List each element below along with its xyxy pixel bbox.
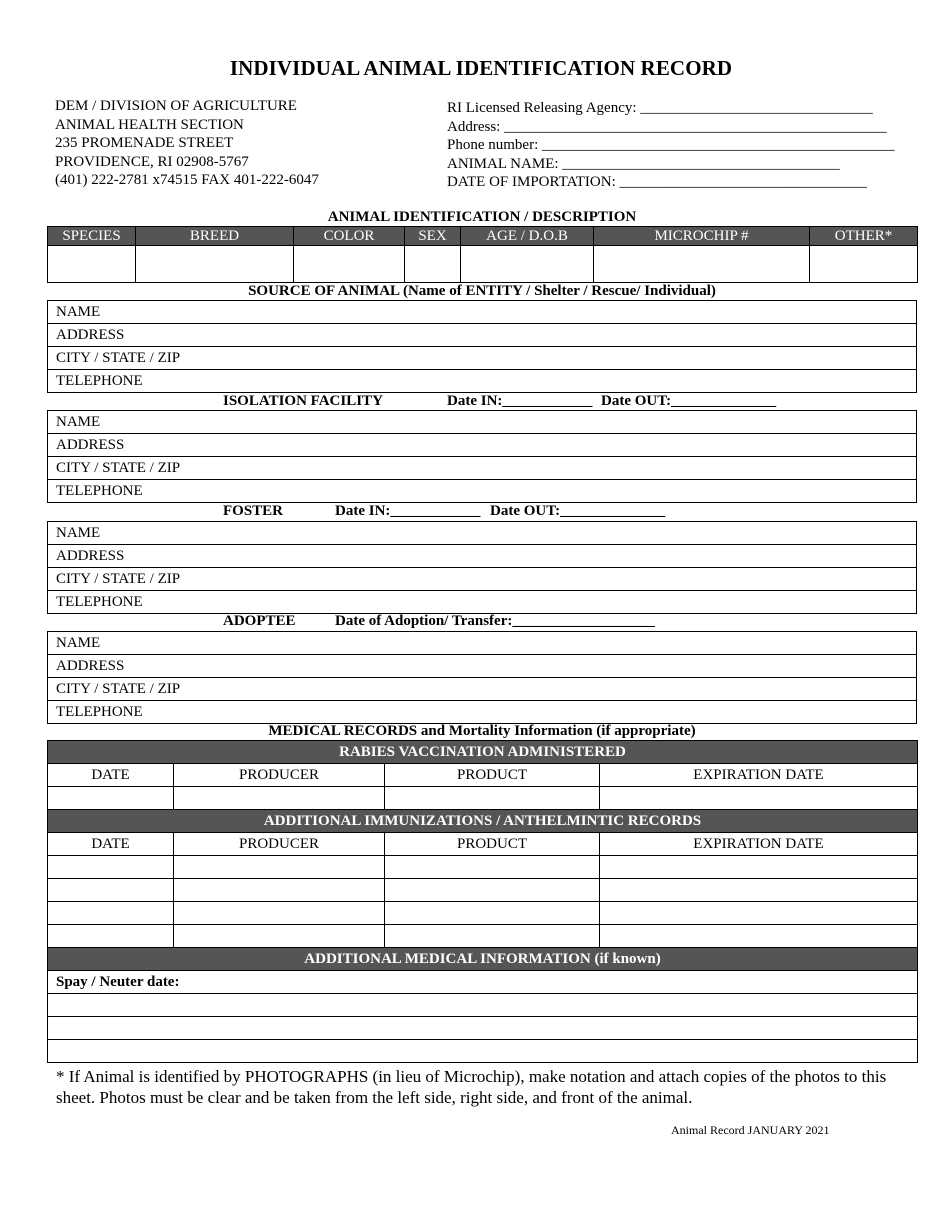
foster-title: FOSTER: [223, 503, 284, 519]
adoption-date-field[interactable]: Date of Adoption/ Transfer:___________________: [335, 613, 655, 629]
col-age-dob: AGE / D.O.B: [461, 227, 594, 246]
releasing-phone-field[interactable]: Phone number: _______________________________________________: [447, 137, 895, 154]
species-input[interactable]: [48, 246, 136, 283]
rabies-date-cell[interactable]: [48, 787, 174, 810]
identification-table: [47, 226, 918, 283]
immun-producer-cell[interactable]: [174, 856, 385, 879]
importation-date-field[interactable]: DATE OF IMPORTATION: _________________________________: [447, 174, 867, 191]
immun-expiration-cell[interactable]: [600, 879, 918, 902]
col-species: SPECIES: [48, 227, 136, 246]
other-input[interactable]: [810, 246, 918, 283]
agency-line: ANIMAL HEALTH SECTION: [55, 116, 244, 133]
spay-neuter-field[interactable]: Spay / Neuter date:: [48, 971, 918, 994]
sex-input[interactable]: [405, 246, 461, 283]
table-row: [48, 925, 918, 948]
source-title: SOURCE OF ANIMAL (Name of ENTITY / Shelter / Rescue/ Individual): [248, 283, 716, 299]
medical-info-line[interactable]: [48, 1040, 918, 1063]
identification-title: ANIMAL IDENTIFICATION / DESCRIPTION: [327, 209, 637, 225]
table-row: [48, 902, 918, 925]
immun-product-cell[interactable]: [385, 856, 600, 879]
immun-col-expiration: EXPIRATION DATE: [600, 833, 918, 856]
revision-date: Animal Record JANUARY 2021: [671, 1123, 830, 1137]
table-row: [48, 879, 918, 902]
releasing-agency-block: [447, 99, 895, 192]
releasing-agency-field[interactable]: RI Licensed Releasing Agency: _______________________________: [447, 100, 873, 116]
immun-col-product: PRODUCT: [385, 833, 600, 856]
isolation-title-row: [47, 393, 917, 410]
source-table: [47, 300, 917, 393]
foster-table: [47, 521, 917, 614]
immun-product-cell[interactable]: [385, 879, 600, 902]
source-city-field[interactable]: CITY / STATE / ZIP: [48, 347, 917, 370]
immun-product-cell[interactable]: [385, 902, 600, 925]
immun-col-date: DATE: [48, 833, 174, 856]
rabies-col-date: DATE: [48, 764, 174, 787]
agency-line: (401) 222-2781 x74515 FAX 401-222-6047: [55, 172, 319, 189]
agency-address-block: [55, 97, 319, 190]
isolation-address-field[interactable]: ADDRESS: [48, 434, 917, 457]
immun-date-cell[interactable]: [48, 879, 174, 902]
rabies-col-expiration: EXPIRATION DATE: [600, 764, 918, 787]
adoptee-table: [47, 631, 917, 724]
breed-input[interactable]: [136, 246, 294, 283]
immun-date-cell[interactable]: [48, 902, 174, 925]
immun-expiration-cell[interactable]: [600, 902, 918, 925]
isolation-title: ISOLATION FACILITY: [223, 393, 383, 409]
medical-title: MEDICAL RECORDS and Mortality Information (if appropriate): [268, 723, 696, 739]
form-title: INDIVIDUAL ANIMAL IDENTIFICATION RECORD: [229, 56, 733, 80]
immun-col-producer: PRODUCER: [174, 833, 385, 856]
isolation-name-field[interactable]: NAME: [48, 411, 917, 434]
foster-date-out[interactable]: Date OUT:______________: [490, 503, 666, 519]
rabies-col-producer: PRODUCER: [174, 764, 385, 787]
rabies-expiration-cell[interactable]: [600, 787, 918, 810]
rabies-product-cell[interactable]: [385, 787, 600, 810]
immunizations-band: ADDITIONAL IMMUNIZATIONS / ANTHELMINTIC RECORDS: [48, 810, 918, 833]
medical-info-line[interactable]: [48, 1017, 918, 1040]
col-color: COLOR: [294, 227, 405, 246]
rabies-band: RABIES VACCINATION ADMINISTERED: [48, 741, 918, 764]
isolation-date-in[interactable]: Date IN:____________: [447, 393, 593, 409]
source-address-field[interactable]: ADDRESS: [48, 324, 917, 347]
foster-city-field[interactable]: CITY / STATE / ZIP: [48, 568, 917, 591]
source-telephone-field[interactable]: TELEPHONE: [48, 370, 917, 393]
rabies-col-product: PRODUCT: [385, 764, 600, 787]
immun-producer-cell[interactable]: [174, 925, 385, 948]
isolation-table: [47, 410, 917, 503]
immun-date-cell[interactable]: [48, 856, 174, 879]
col-microchip: MICROCHIP #: [594, 227, 810, 246]
adoptee-telephone-field[interactable]: TELEPHONE: [48, 701, 917, 724]
immun-expiration-cell[interactable]: [600, 925, 918, 948]
animal-name-field[interactable]: ANIMAL NAME: _____________________________________: [447, 155, 840, 172]
isolation-date-out[interactable]: Date OUT:______________: [601, 393, 777, 409]
col-other: OTHER*: [810, 227, 918, 246]
isolation-telephone-field[interactable]: TELEPHONE: [48, 480, 917, 503]
adoptee-address-field[interactable]: ADDRESS: [48, 655, 917, 678]
foster-date-in[interactable]: Date IN:____________: [335, 503, 481, 519]
immun-producer-cell[interactable]: [174, 879, 385, 902]
col-breed: BREED: [136, 227, 294, 246]
foster-telephone-field[interactable]: TELEPHONE: [48, 591, 917, 614]
isolation-city-field[interactable]: CITY / STATE / ZIP: [48, 457, 917, 480]
col-sex: SEX: [405, 227, 461, 246]
microchip-input[interactable]: [594, 246, 810, 283]
agency-line: DEM / DIVISION OF AGRICULTURE: [55, 98, 297, 114]
photograph-footnote: * If Animal is identified by PHOTOGRAPHS (in lieu of Microchip), make notation and attach copies of the photos to this sheet. Photos must be clear and be taken from the left side, right side, and front of the animal.: [56, 1067, 887, 1107]
adoptee-title-row: [47, 613, 917, 630]
color-input[interactable]: [294, 246, 405, 283]
table-row: [48, 856, 918, 879]
releasing-address-field[interactable]: Address: ___________________________________________________: [447, 118, 887, 135]
agency-line: PROVIDENCE, RI 02908-5767: [55, 153, 249, 170]
immun-expiration-cell[interactable]: [600, 856, 918, 879]
foster-name-field[interactable]: NAME: [48, 522, 917, 545]
adoptee-city-field[interactable]: CITY / STATE / ZIP: [48, 678, 917, 701]
immun-product-cell[interactable]: [385, 925, 600, 948]
medical-table: [47, 740, 918, 1063]
adoptee-title: ADOPTEE: [223, 613, 296, 629]
medical-info-line[interactable]: [48, 994, 918, 1017]
source-name-field[interactable]: NAME: [48, 301, 917, 324]
foster-title-row: [47, 503, 917, 520]
rabies-producer-cell[interactable]: [174, 787, 385, 810]
medical-info-band: ADDITIONAL MEDICAL INFORMATION (if known): [48, 948, 918, 971]
immun-date-cell[interactable]: [48, 925, 174, 948]
foster-address-field[interactable]: ADDRESS: [48, 545, 917, 568]
age-dob-input[interactable]: [461, 246, 594, 283]
adoptee-name-field[interactable]: NAME: [48, 632, 917, 655]
agency-line: 235 PROMENADE STREET: [55, 135, 234, 152]
immun-producer-cell[interactable]: [174, 902, 385, 925]
